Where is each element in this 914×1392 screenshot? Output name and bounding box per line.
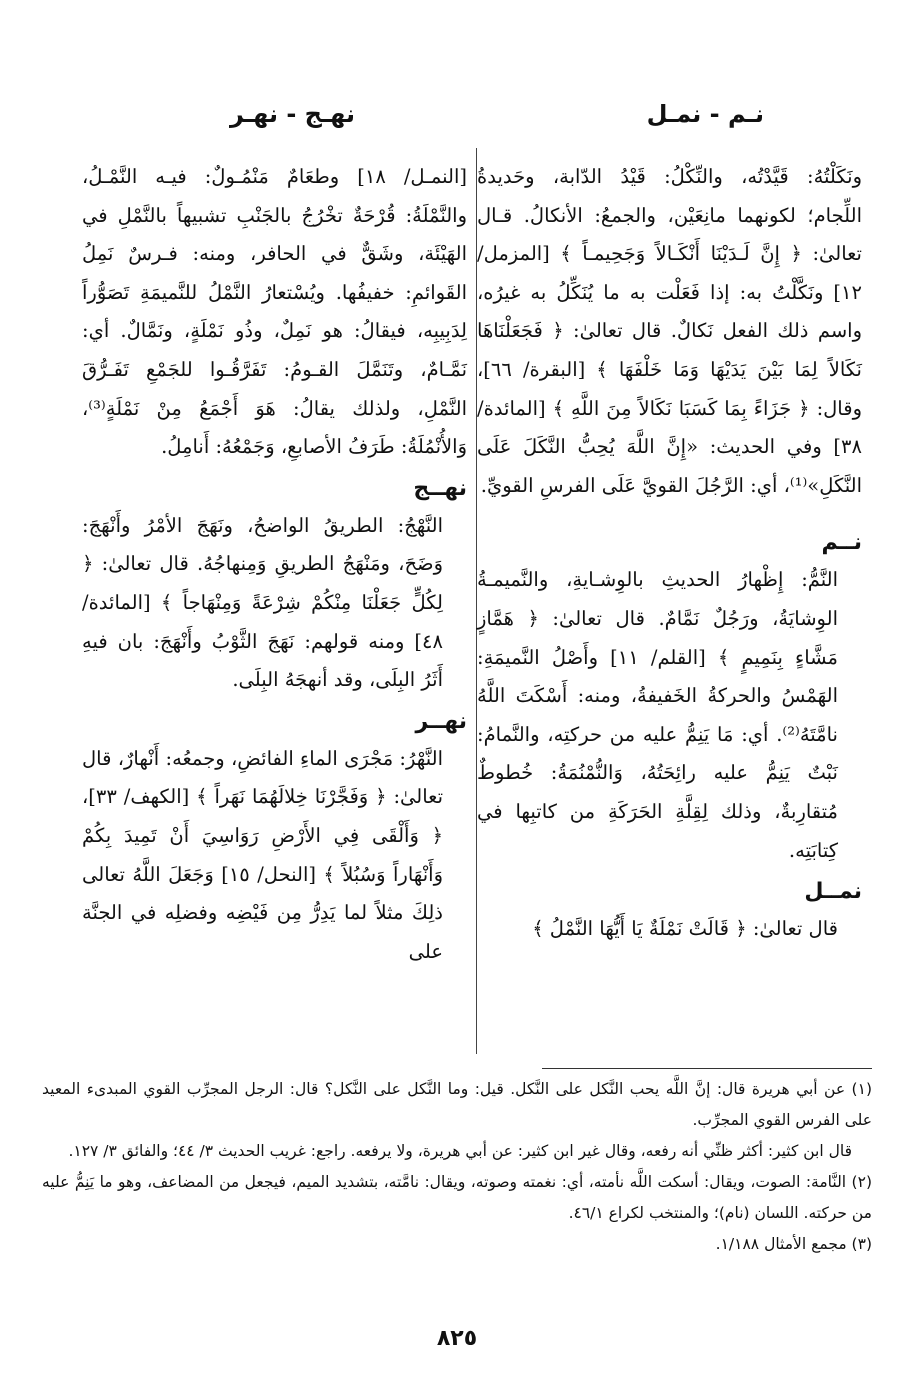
entry-heading-nahr: نهــر	[415, 708, 467, 734]
entry-nakl-text: ونَكَلْتُهُ: قَيَّدْتُه، والنِّكْلُ: قَيْدُ الدّابة، وحَديدةُ اللِّجام؛ لكونهما مانِعَيْن، والجمعُ: الأنكالُ. قـال تعالىٰ: ﴿ إِنَّ لَـدَيْنَا أَنْكَـالاً وَجَحِيمـاً ﴾ [المزمل/ ١٢] ونَكَّلْتُ به: إذا فَعَلْت به ما يُنَكِّلُ به غيرُه، واسم ذلك الفعل نَكالٌ. قال تعالىٰ: ﴿ فَجَعَلْنَاهَا نَكَالاً لِمَا بَيْنَ يَدَيْهَا وَمَا خَلْفَهَا ﴾ [البقرة/ ٦٦]، وقال: ﴿ جَزَاءً بِمَا كَسَبَا نَكَالاً مِنَ اللَّهِ ﴾ [المائدة/ ٣٨] وفي الحديث: «إِنَّ اللَّهَ يُحِبُّ النَّكَلَ عَلَى النَّكَلِ»⁽¹⁾، أي: الرَّجُلَ القويَّ عَلَى الفرسِ القويِّ.	[477, 165, 862, 497]
entry-heading-nahj: نهــج	[413, 475, 467, 501]
entry-naml-continued-text: [النمـل/ ١٨] وطعَامٌ مَنْمُـولٌ: فيـه النَّمْـلُ، والنَّمْلَةُ: قُرْحَةٌ تخْرُجُ بالجَنْبِ تشبيهاً بالنَّمْلِ في الهَيْئَة، وشَقٌّ في الحافر، ومنه: فـرسٌ نَمِلُ القَوائمِ: خفيفُها. ويُسْتعارُ النَّمْلُ للنَّميمَةِ تَصَوُّراً لِدَبِيبِه، فيقالُ: هو نَمِلٌ، وذُو نَمْلَةٍ، ونَمَّالٌ. أي: نَمَّـامٌ، وتَنَمَّلَ القـومُ: تَفَرَّقُـوا للجَمْعِ تَفَـرُّقَ النَّمْلِ، ولذلك يقالُ: هَوَ أَجْمَعُ مِنْ نَمْلَةٍ⁽³⁾، وَالأُنْمُلَةُ: طَرَفُ الأصابعِ، وَجَمْعُهُ: أَنامِلُ.	[82, 165, 467, 459]
footnote-3: (٣) مجمع الأمثال ١/١٨٨.	[715, 1235, 872, 1253]
footnote-separator	[542, 1068, 872, 1069]
right-running-header: نـم - نمـل	[646, 100, 764, 128]
entry-heading-nam: نــم	[821, 530, 862, 556]
entry-nahj-text: النَّهْجُ: الطريقُ الواضحُ، ونَهَجَ الأمْرُ وأَنْهَجَ: وَضَحَ، ومَنْهَجُ الطريقِ وَمِنهاجُهُ. قال تعالىٰ: ﴿ لِكُلٍّ جَعَلْنَا مِنْكُمْ شِرْعَةً وَمِنْهَاجاً ﴾ [المائدة/ ٤٨] ومنه قولهم: نَهَجَ الثَّوْبُ وأَنْهَجَ: بان فيهِ أَثَرُ البِلَى، وقد أنهجَهُ البِلَى.	[82, 513, 443, 692]
entry-naml-text: قال تعالىٰ: ﴿ قَالَتْ نَمْلَةٌ يَا أَيُّهَا النَّمْلُ ﴾	[532, 917, 838, 941]
left-running-header: نهـج - نهـر	[230, 100, 356, 128]
entry-nam-text: النَّمُّ: إِظْهارُ الحديثِ بالوِشـايةِ، والنَّميمـةُ الوِشايَةُ، ورَجُلٌ نَمَّامٌ. قال تعالىٰ: ﴿ هَمَّازٍ مَشَّاءٍ بِنَمِيمٍ ﴾ [القلم/ ١١] وأَصْلُ النَّميمَةِ: الهَمْسُ والحركةُ الخَفيفةُ، ومنه: أَسْكَتَ اللَّهُ نامَّتَهُ⁽²⁾. أي: مَا يَنِمُّ عليه من حركتِه، والنَّمامُ: نَبْتٌ يَنِمُّ عليه رائِحَتُهُ، وَالنُّمْنُمَةُ: خُطوطٌ مُتقارِبةٌ، وذلك لِقِلَّةِ الحَرَكَةِ من كاتبِها في كِتابَتِه.	[477, 568, 838, 862]
footnote-1: (١) عن أبي هريرة قال: إنَّ اللَّه يحب النَّكل على النَّكل. قيل: وما النَّكل على النَّكل؟ قال: الرجل المجرِّب القوي المبدىء المعيد على الفرس القوي المجرِّب.	[42, 1080, 872, 1129]
entry-nahr-text: النَّهْرُ: مَجْرَى الماءِ الفائضِ، وجمعُه: أَنْهارٌ، قال تعالىٰ: ﴿ وَفَجَّرْنَا خِلالَهُمَا نَهَراً ﴾ [الكهف/ ٣٣]، ﴿ وَأَلْقَى فِي الأَرْضِ رَوَاسِيَ أَنْ تَمِيدَ بِكُمْ وَأَنْهَاراً وَسُبُلاً ﴾ [النحل/ ١٥] وَجَعَلَ اللَّهُ تعالى ذلِكَ مثلاً لما يَدِرُّ مِن فَيْضِه وفضلِه في الجنَّة على	[82, 746, 444, 963]
footnote-1-continued: قال ابن كثير: أكثر ظنِّي أنه رفعه، وقال غير ابن كثير: عن أبي هريرة، ولا يرفعه. راجع: غريب الحديث ٣/ ٤٤؛ والفائق ٣/ ١٢٧.	[68, 1142, 852, 1160]
footnote-2: (٢) النَّامة: الصوت، ويقال: أسكت اللَّه نأمته، أي: نغمته وصوته، ويقال: نامَّته، بتشديد الميم، فيجعل من المضاعف، وهو ما يَنِمُّ عليه من حركته. اللسان (نام)؛ والمنتخب لكراع ٤٦/١.	[42, 1173, 872, 1222]
entry-heading-naml: نمــل	[804, 879, 862, 905]
page-number: ٨٢٥	[436, 1326, 478, 1351]
footnotes	[42, 1074, 872, 1260]
left-column	[82, 158, 467, 971]
right-column	[477, 158, 862, 949]
